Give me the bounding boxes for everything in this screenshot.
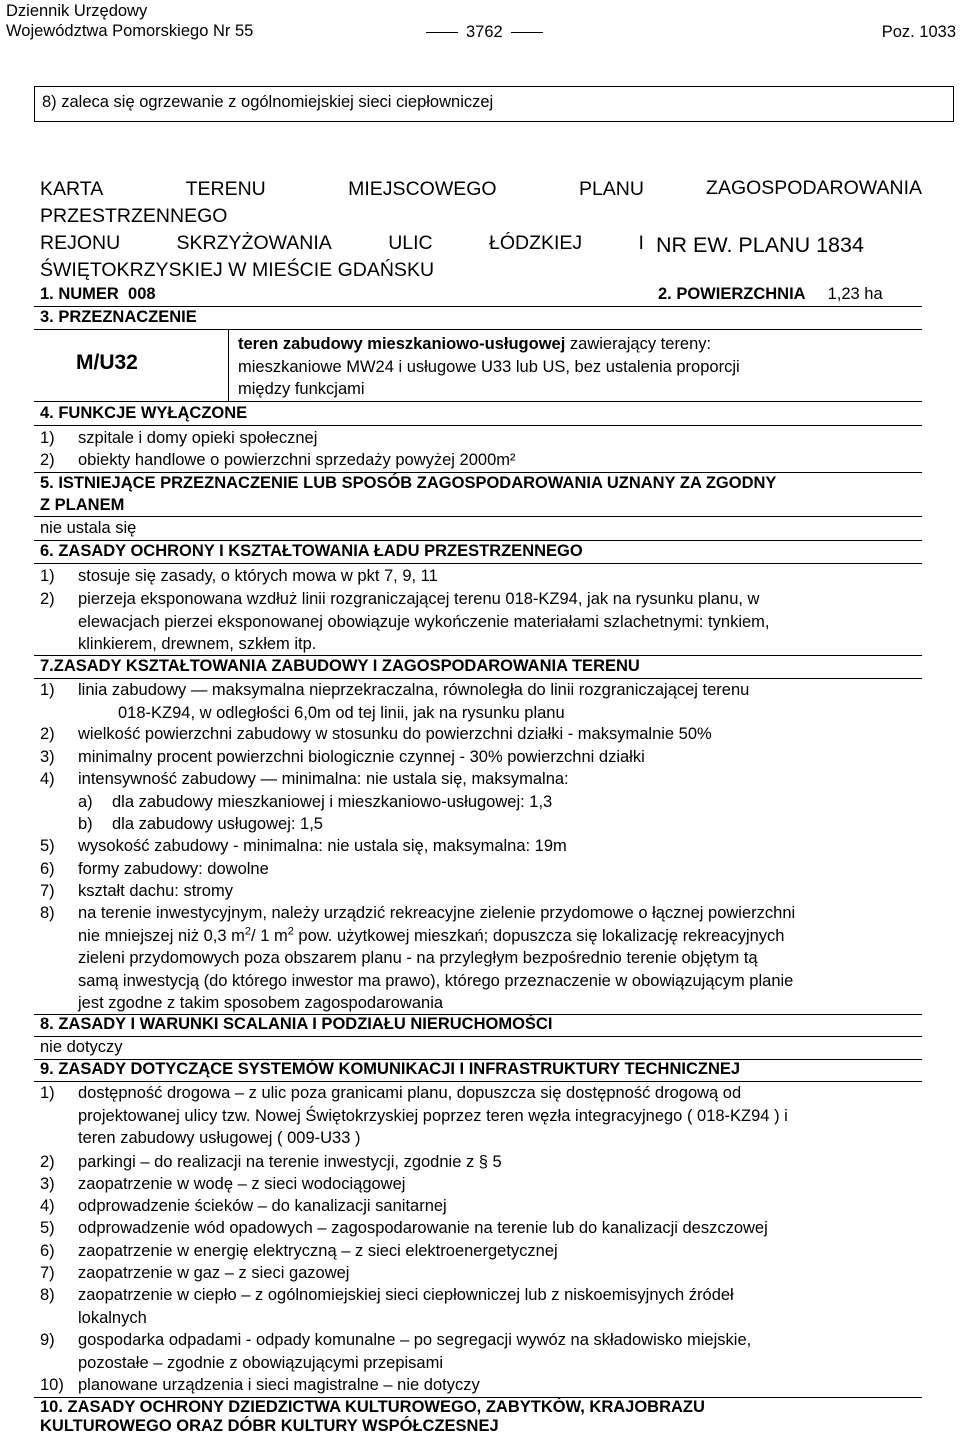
divider xyxy=(34,563,922,564)
item-number: 2) xyxy=(40,725,55,743)
number-label-text: 1. NUMER xyxy=(40,285,119,303)
page-number-value: 3762 xyxy=(466,23,503,41)
divider-vertical xyxy=(228,329,229,401)
item-line: pierzeja eksponowana wzdłuż linii rozgraniczającej terenu 018-KZ94, jak na rysunku planu, w xyxy=(78,590,760,608)
item-text xyxy=(78,1284,928,1329)
superscript: 2 xyxy=(244,925,252,937)
item-number: a) xyxy=(78,793,93,811)
title-word: I xyxy=(638,232,644,254)
item-line: gospodarka odpadami - odpady komunalne – po segregacji wywóz na składowisko miejskie, xyxy=(78,1331,752,1349)
section-10-title-2: KULTUROWEGO ORAZ DÓBR KULTURY WSPÓŁCZESNEJ xyxy=(40,1417,499,1435)
item-number: 7) xyxy=(40,882,55,900)
previous-item-text: 8) zaleca się ogrzewanie z ogólnomiejskiej sieci ciepłowniczej xyxy=(42,93,494,111)
number-label xyxy=(40,283,156,306)
title-word: PLANU xyxy=(578,178,644,200)
item-line xyxy=(78,925,928,948)
divider xyxy=(34,329,922,330)
item-number: 5) xyxy=(40,837,55,855)
dash-left xyxy=(426,32,458,33)
item-line: teren zabudowy usługowej ( 009-U33 ) xyxy=(78,1129,361,1147)
item-number: 8) xyxy=(40,904,55,922)
item-number: 6) xyxy=(40,1242,55,1260)
item-line: zaopatrzenie w ciepło – z ogólnomiejskiej sieci ciepłowniczej lub z niskoemisyjnych źródeł xyxy=(78,1286,734,1304)
title-word: ULIC xyxy=(388,232,433,254)
item-line: 018-KZ94, w odległości 6,0m od tej linii, jak na rysunku planu xyxy=(118,703,565,722)
number-value: 008 xyxy=(128,285,156,303)
zone-description xyxy=(238,333,928,401)
position-number: Poz. 1033 xyxy=(881,23,956,41)
item-text: stosuje się zasady, o których mowa w pkt 7, 9, 11 xyxy=(78,567,438,585)
divider xyxy=(34,425,922,426)
item-text: dla zabudowy usługowej: 1,5 xyxy=(112,815,323,833)
item-number: 10) xyxy=(40,1376,64,1394)
previous-item-box xyxy=(34,86,954,122)
item-text: formy zabudowy: dowolne xyxy=(78,860,269,878)
item-text: zaopatrzenie w energię elektryczną – z sieci elektroenergetycznej xyxy=(78,1242,558,1260)
dash-right xyxy=(511,32,543,33)
item-text: obiekty handlowe o powierzchni sprzedaży powyżej 2000m² xyxy=(78,451,516,469)
section-6-title: 6. ZASADY OCHRONY I KSZTAŁTOWANIA ŁADU PRZESTRZENNEGO xyxy=(40,542,583,560)
item-text: wielkość powierzchni zabudowy w stosunku do powierzchni działki - maksymalnie 50% xyxy=(78,725,712,743)
item-number: 4) xyxy=(40,1197,55,1215)
item-text xyxy=(78,679,928,724)
item-line: samą inwestycją (do którego inwestor ma prawo), którego przeznaczenie w obowiązującym planie xyxy=(78,971,794,990)
item-text: odprowadzenie ścieków – do kanalizacji sanitarnej xyxy=(78,1197,447,1215)
section-4-title: 4. FUNKCJE WYŁĄCZONE xyxy=(40,404,248,422)
area-label: 2. POWIERZCHNIA xyxy=(658,285,806,303)
item-line-part: / 1 m xyxy=(251,926,288,945)
item-text: dla zabudowy mieszkaniowej i mieszkaniowo-usługowej: 1,3 xyxy=(112,793,553,811)
section-8-text: nie dotyczy xyxy=(40,1038,123,1056)
title-word: TERENU xyxy=(185,178,266,200)
item-text: parkingi – do realizacji na terenie inwestycji, zgodnie z § 5 xyxy=(78,1153,502,1171)
title-word: KARTA xyxy=(40,178,104,200)
item-number: 7) xyxy=(40,1264,55,1282)
item-number: 1) xyxy=(40,429,55,447)
item-text: wysokość zabudowy - minimalna: nie ustala się, maksymalna: 19m xyxy=(78,837,567,855)
journal-title xyxy=(6,1,253,41)
item-line-part: nie mniejszej niż 0,3 m xyxy=(78,926,245,945)
item-number: 6) xyxy=(40,860,55,878)
card-title-left xyxy=(40,176,644,284)
title-word: ŁÓDZKIEJ xyxy=(488,232,583,254)
item-number: 1) xyxy=(40,1084,55,1102)
item-line: lokalnych xyxy=(78,1308,147,1327)
section-9-title: 9. ZASADY DOTYCZĄCE SYSTEMÓW KOMUNIKACJI I INFRASTRUKTURY TECHNICZNEJ xyxy=(40,1060,741,1078)
item-number: 5) xyxy=(40,1219,55,1237)
item-line: pozostałe – zgodnie z obowiązującymi przepisami xyxy=(78,1353,444,1372)
title-word: SKRZYŻOWANIA xyxy=(176,232,332,254)
plan-number: NR EW. PLANU 1834 xyxy=(656,233,864,257)
area-value: 1,23 ha xyxy=(827,285,883,303)
page-number xyxy=(418,21,551,44)
zone-desc-line-3: między funkcjami xyxy=(238,380,365,398)
item-line: klinkierem, drewnem, szkłem itp. xyxy=(78,635,317,653)
item-number: 4) xyxy=(40,770,55,788)
item-number: 9) xyxy=(40,1331,55,1349)
item-line: zieleni przydomowych poza obszarem planu - na przyległym bezpośrednio terenie objętym tą xyxy=(78,949,758,967)
item-text: odprowadzenie wód opadowych – zagospodarowanie na terenie lub do kanalizacji deszczowej xyxy=(78,1219,768,1237)
item-number: 3) xyxy=(40,748,55,766)
item-line: linia zabudowy — maksymalna nieprzekraczalna, równoległa do linii rozgraniczającej terenu xyxy=(78,681,750,699)
title-word: REJONU xyxy=(40,232,121,254)
title-line-1 xyxy=(40,176,644,203)
area xyxy=(658,283,883,306)
journal-name: Dziennik Urzędowy xyxy=(6,2,148,20)
item-number: 2) xyxy=(40,451,55,469)
page-header xyxy=(0,0,960,40)
divider xyxy=(34,1036,922,1037)
item-text: planowane urządzenia i sieci magistralne – nie dotyczy xyxy=(78,1376,480,1394)
item-text: intensywność zabudowy — minimalna: nie ustala się, maksymalna: xyxy=(78,770,569,788)
item-text: szpitale i domy opieki społecznej xyxy=(78,429,318,447)
section-5-title-2: Z PLANEM xyxy=(40,496,125,514)
divider xyxy=(34,516,922,517)
section-8-title: 8. ZASADY I WARUNKI SCALANIA I PODZIAŁU NIERUCHOMOŚCI xyxy=(40,1015,553,1033)
item-line: jest zgodne z takim sposobem zagospodarowania xyxy=(78,994,444,1012)
title-line-4: ŚWIĘTOKRZYSKIEJ W MIEŚCIE GDAŃSKU xyxy=(40,259,435,281)
item-number: 8) xyxy=(40,1286,55,1304)
item-text xyxy=(78,902,928,1015)
item-text: zaopatrzenie w gaz – z sieci gazowej xyxy=(78,1264,350,1282)
item-number: 1) xyxy=(40,681,55,699)
zone-desc-rest: zawierający tereny: xyxy=(565,335,712,353)
item-number: 1) xyxy=(40,567,55,585)
section-10-title-1: 10. ZASADY OCHRONY DZIEDZICTWA KULTUROWEGO, ZABYTKÓW, KRAJOBRAZU xyxy=(40,1398,705,1416)
zone-desc-line-1 xyxy=(238,333,928,356)
item-number: b) xyxy=(78,815,93,833)
journal-issue: Województwa Pomorskiego Nr 55 xyxy=(6,22,254,40)
section-7-title: 7.ZASADY KSZTAŁTOWANIA ZABUDOWY I ZAGOSPODAROWANIA TERENU xyxy=(40,657,640,675)
section-3-title: 3. PRZEZNACZENIE xyxy=(40,308,197,326)
zone-symbol: M/U32 xyxy=(76,351,138,374)
item-text: kształt dachu: stromy xyxy=(78,882,233,900)
item-line: elewacjach pierzei eksponowanej obowiązuje wykończenie materiałami szlachetnymi: tynkiem, xyxy=(78,612,770,631)
item-number: 2) xyxy=(40,1153,55,1171)
section-5-title-1: 5. ISTNIEJĄCE PRZEZNACZENIE LUB SPOSÓB ZAGOSPODAROWANIA UZNANY ZA ZGODNY xyxy=(40,474,777,492)
item-text xyxy=(78,588,928,656)
title-line-3 xyxy=(40,230,644,257)
title-line-2: PRZESTRZENNEGO xyxy=(40,205,228,227)
superscript: 2 xyxy=(287,925,294,937)
title-right-zagospodarowania: ZAGOSPODAROWANIA xyxy=(706,177,922,199)
item-text: minimalny procent powierzchni biologicznie czynnej - 30% powierzchni działki xyxy=(78,748,645,766)
item-number: 3) xyxy=(40,1175,55,1193)
title-word: MIEJSCOWEGO xyxy=(348,178,497,200)
item-line: projektowanej ulicy tzw. Nowej Świętokrzyskiej poprzez teren węzła integracyjnego ( 018-KZ94 ) i xyxy=(78,1106,788,1125)
item-line-part: pow. użytkowej mieszkań; dopuszcza się lokalizację rekreacyjnych xyxy=(293,926,785,945)
item-text xyxy=(78,1329,928,1374)
item-line: dostępność drogowa – z ulic poza granicami planu, dopuszcza się dostępność drogową od xyxy=(78,1084,742,1102)
item-text: zaopatrzenie w wodę – z sieci wodociągowej xyxy=(78,1175,406,1193)
zone-desc-line-2: mieszkaniowe MW24 i usługowe U33 lub US, bez ustalenia proporcji xyxy=(238,357,740,376)
section-5-text: nie ustala się xyxy=(40,519,137,537)
item-text xyxy=(78,1082,928,1150)
item-number: 2) xyxy=(40,590,55,608)
zone-desc-bold: teren zabudowy mieszkaniowo-usługowej xyxy=(238,335,566,353)
item-line: na terenie inwestycyjnym, należy urządzić rekreacyjne zielenie przydomowe o łącznej powierzchni xyxy=(78,904,796,922)
